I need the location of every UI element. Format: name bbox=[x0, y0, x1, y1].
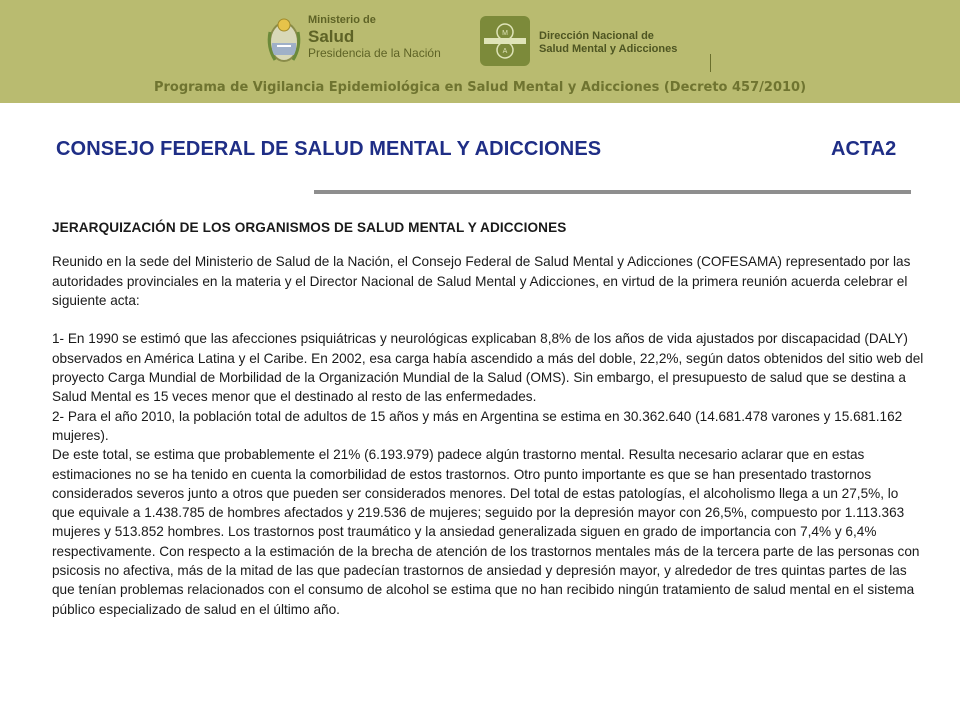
document-body bbox=[52, 218, 924, 619]
ministry-line1: Ministerio de bbox=[308, 14, 376, 26]
intro-paragraph: Reunido en la sede del Ministerio de Salud de la Nación, el Consejo Federal de Salud Mental y Adicciones (COFESAMA) representado por las autoridades provinciales en la materia y el Director Nacional de Salud Mental y Adicciones, en virtud de la primera reunión acuerda celebrar el siguiente acta: bbox=[52, 254, 911, 308]
title-divider bbox=[314, 190, 911, 194]
badge-letter-a: A bbox=[502, 48, 508, 55]
direction-line1: Dirección Nacional de bbox=[539, 30, 654, 42]
program-title: Programa de Vigilancia Epidemiológica en Salud Mental y Adicciones (Decreto 457/2010) bbox=[153, 80, 807, 95]
header-banner bbox=[0, 0, 960, 103]
badge-letter-m: M bbox=[502, 30, 508, 37]
acta-label: ACTA2 bbox=[831, 138, 897, 160]
point-2-continuation: De este total, se estima que probablemente el 21% (6.193.979) padece algún trastorno mental. Resulta necesario aclarar que en estas estimaciones no se ha tenido en cuenta la comorbilidad de estos trastornos. Otro punto importante es que se han presentado trastornos considerados severos junto a otros que pueden ser considerados menores. Del total de estas patologías, el alcoholismo llega a un 27,5%, lo que equivale a 1.438.785 de hombres afectados y 219.536 de mujeres; seguido por la depresión mayor con 26,5%, compuesto por 1.113.363 mujeres y 513.852 hombres. Los trastornos post traumático y la ansiedad generalizada siguen en grado de importancia con 7,4% y 6,4% respectivamente. Con respecto a la estimación de la brecha de atención de los trastornos mentales más de la tercera parte de las personas con psicosis no afectiva, más de la mitad de las que padecían trastornos de ansiedad y depresión mayor, y alrededor de tres quintas partes de las que tenían problemas relacionados con el consumo de alcohol se estima que no han recibido ningún tratamiento de salud mental en el sistema público especializado de salud en el último año. bbox=[52, 447, 920, 617]
ministry-line2: Salud bbox=[308, 27, 355, 46]
ministry-line3: Presidencia de la Nación bbox=[308, 46, 441, 60]
document-title: CONSEJO FEDERAL DE SALUD MENTAL Y ADICCIONES bbox=[56, 138, 602, 160]
ministry-logo bbox=[265, 12, 455, 68]
direction-line2: Salud Mental y Adicciones bbox=[539, 43, 678, 55]
point-2-paragraph: 2- Para el año 2010, la población total de adultos de 15 años y más en Argentina se estima en 30.362.640 (14.681.478 varones y 15.681.162 mujeres). bbox=[52, 408, 903, 443]
section-title: JERARQUIZACIÓN DE LOS ORGANISMOS DE SALUD MENTAL Y ADICCIONES bbox=[52, 220, 567, 235]
direction-badge-icon bbox=[480, 16, 530, 66]
coat-of-arms-icon bbox=[265, 12, 303, 68]
ministry-divider bbox=[710, 54, 711, 72]
point-1-paragraph: 1- En 1990 se estimó que las afecciones psiquiátricas y neurológicas explicaban 8,8% de los años de vida ajustados por discapacidad (DALY) observados en América Latina y el Caribe. En 2002, esa carga había ascendido a más del doble, 22,2%, según datos obtenidos del sitio web del proyecto Carga Mundial de Morbilidad de la Organización Mundial de la Salud (OMS). Sin embargo, el presupuesto de salud que se destina a Salud Mental es 15 veces menor que el destinado al resto de las enfermedades. bbox=[52, 331, 924, 405]
direction-logo bbox=[480, 16, 680, 66]
